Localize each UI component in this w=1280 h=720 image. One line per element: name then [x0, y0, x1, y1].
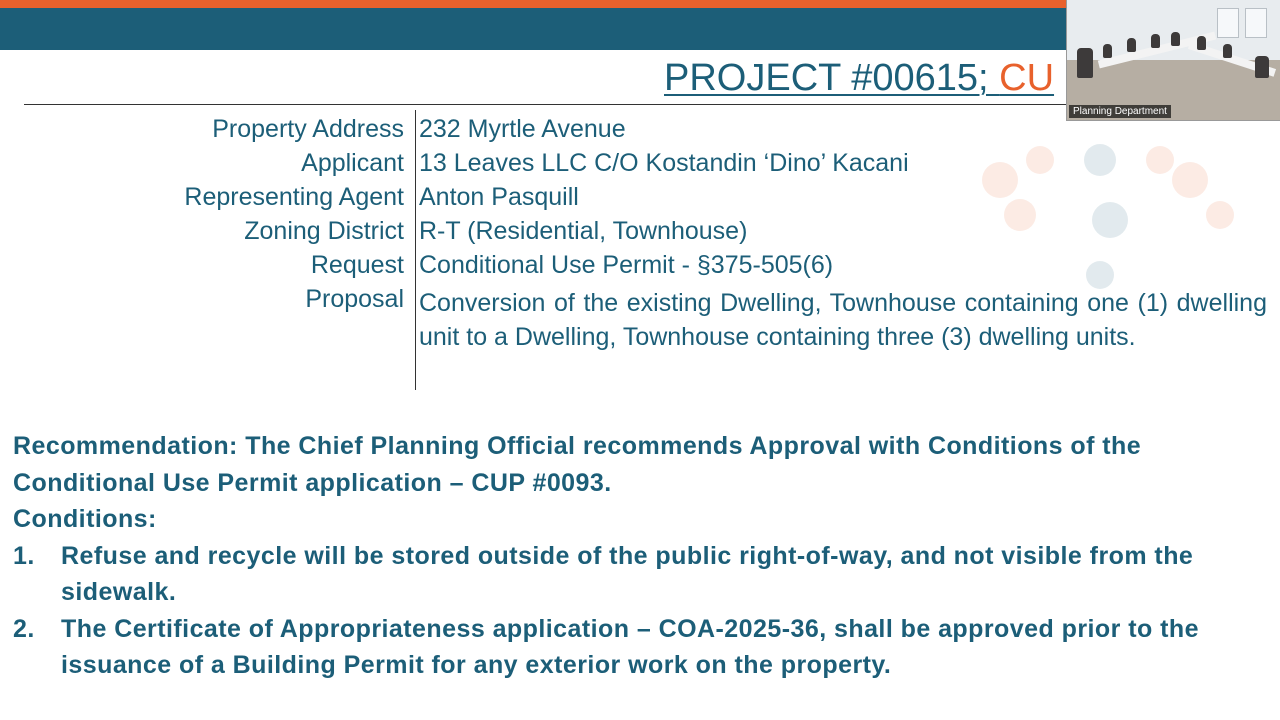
person-figure: [1197, 36, 1206, 50]
detail-label: Zoning District: [244, 217, 404, 245]
person-figure: [1103, 44, 1112, 58]
person-figure: [1223, 44, 1232, 58]
condition-item: [13, 538, 1263, 611]
room-window: [1245, 8, 1267, 38]
logo-watermark: [960, 120, 1260, 300]
detail-value: 232 Myrtle Avenue: [419, 115, 626, 143]
detail-value: Conditional Use Permit - §375-505(6): [419, 251, 834, 279]
person-figure: [1151, 34, 1160, 48]
condition-number: 1.: [13, 541, 35, 570]
condition-item: [13, 611, 1263, 684]
table-divider: [415, 110, 416, 390]
detail-value: Anton Pasquill: [419, 183, 579, 211]
person-figure: [1077, 48, 1093, 78]
recommendation-text: Recommendation: The Chief Planning Official recommends Approval with Conditions of the Conditional Use Permit application – CUP #0093.: [13, 432, 1142, 497]
condition-text: Refuse and recycle will be stored outside of the public right-of-way, and not visible from the sidewalk.: [61, 541, 1194, 606]
conditions-heading: Conditions:: [13, 505, 157, 533]
detail-label: Applicant: [301, 149, 404, 177]
title-accent: CU: [999, 57, 1055, 99]
detail-label: Representing Agent: [184, 183, 404, 211]
detail-value: R-T (Residential, Townhouse): [419, 217, 748, 245]
detail-label: Proposal: [305, 285, 404, 313]
title-main: PROJECT #00615;: [664, 57, 1000, 99]
person-figure: [1171, 32, 1180, 46]
room-window: [1217, 8, 1239, 38]
condition-text: The Certificate of Appropriateness application – COA-2025-36, shall be approved prior to the issuance of a Building Permit for any exterior work on the property.: [61, 614, 1199, 679]
person-figure: [1255, 56, 1269, 78]
title-divider: [24, 104, 1084, 105]
detail-label: Request: [310, 251, 404, 279]
condition-number: 2.: [13, 614, 35, 643]
detail-label: Property Address: [212, 115, 404, 143]
proposal-text: Conversion of the existing Dwelling, Townhouse containing one (1) dwelling unit to a Dwelling, Townhouse containing three (3) dwelling units.: [419, 289, 1267, 351]
detail-value: 13 Leaves LLC C/O Kostandin ‘Dino’ Kacani: [419, 149, 909, 177]
page-title: [664, 57, 1054, 100]
video-label: Planning Department: [1069, 105, 1171, 118]
video-thumbnail[interactable]: [1066, 0, 1280, 121]
recommendation-section: [13, 428, 1263, 684]
person-figure: [1127, 38, 1136, 52]
